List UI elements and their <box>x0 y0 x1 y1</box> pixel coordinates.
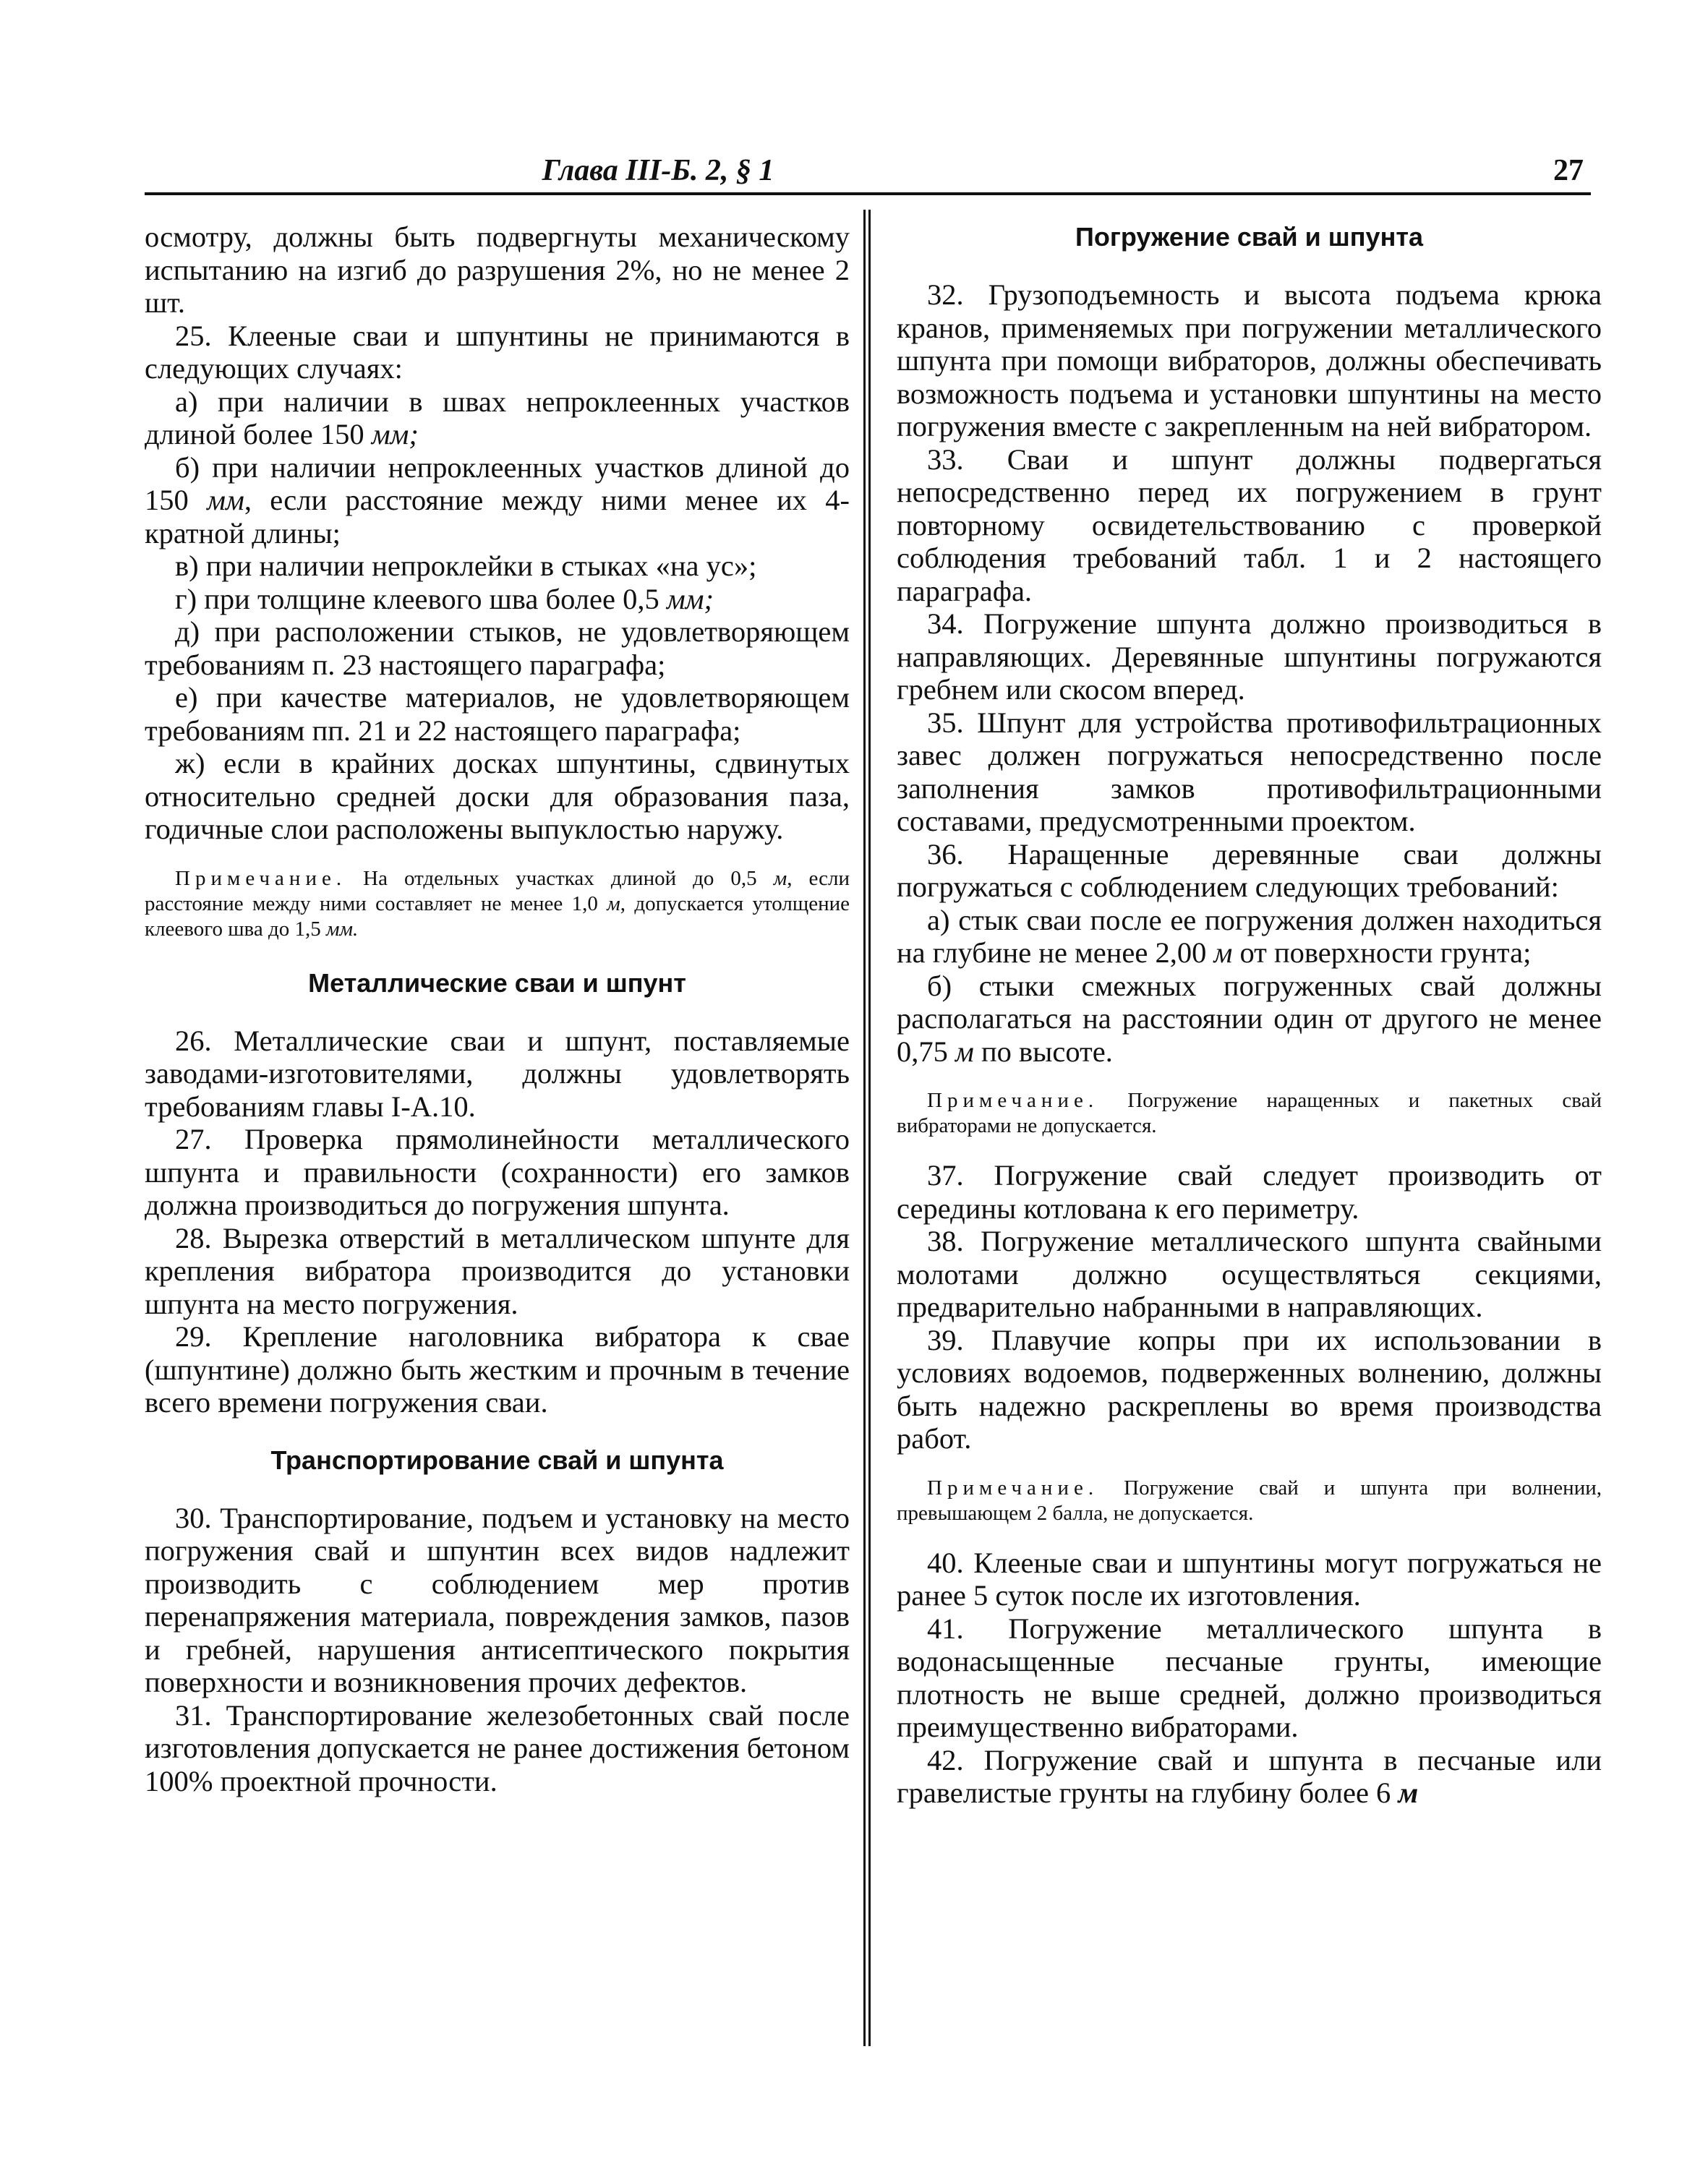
paragraph-continued: осмотру, должны быть подвергнуты механическому испытанию на изгиб до разрушения 2%, но не менее 2 шт. <box>145 221 850 319</box>
paragraph-25e: е) при качестве материалов, не удовлетворяющем требованиям пп. 21 и 22 настоящего параграфа; <box>145 681 850 747</box>
paragraph-42 <box>897 1744 1602 1810</box>
paragraph-25a-text: а) при наличии в швах непроклеенных участков длиной более 150 <box>145 385 850 450</box>
unit-m: м <box>1213 936 1233 969</box>
paragraph-29: 29. Крепление наголовника вибратора к свае (шпунтине) должно быть жестким и прочным в течение всего времени погружения сваи. <box>145 1320 850 1419</box>
section-heading-metal: Металлические сваи и шпунт <box>308 967 686 998</box>
paragraph-41: 41. Погружение металлического шпунта в водонасыщенные песчаные грунты, имеющие плотность не выше средней, должно производиться преимущественно вибраторами. <box>897 1612 1602 1743</box>
running-header <box>145 150 1584 191</box>
paragraph-31: 31. Транспортирование железобетонных свай после изготовления допускается не ранее достижения бетоном 100% проектной прочности. <box>145 1698 850 1797</box>
paragraph-36: 36. Наращенные деревянные сваи должны погружаться с соблюдением следующих требований: <box>897 837 1602 903</box>
page-number: 27 <box>1553 154 1584 187</box>
unit-mm: мм <box>371 418 409 450</box>
right-column <box>897 221 1602 1810</box>
note-3 <box>897 1476 1602 1526</box>
section-heading-transport: Транспортирование свай и шпунта <box>270 1445 724 1475</box>
paragraph-40: 40. Клееные сваи и шпунтины могут погружаться не ранее 5 суток после их изготовления. <box>897 1546 1602 1612</box>
paragraph-25d: д) при расположении стыков, не удовлетворяющем требованиям п. 23 настоящего параграфа; <box>145 615 850 681</box>
unit-m: м <box>607 891 620 915</box>
paragraph-36b-text: б) стыки смежных погруженных свай должны располагаться на расстоянии один от другого не менее 0,75 <box>897 969 1602 1068</box>
paragraph-25b <box>145 451 850 550</box>
paragraph-33: 33. Сваи и шпунт должны подвергаться непосредственно перед их погружением в грунт повторному освидетельствованию с проверкой соблюдения требований табл. 1 и 2 настоящего параграфа. <box>897 442 1602 607</box>
paragraph-38: 38. Погружение металлического шпунта свайными молотами должно осуществляться секциями, предварительно набранными в направляющих. <box>897 1225 1602 1323</box>
paragraph-37: 37. Погружение свай следует производить от середины котлована к его периметру. <box>897 1159 1602 1225</box>
paragraph-25a: а) при наличии в швах непроклеенных участков длиной более 150 мм; <box>145 385 850 450</box>
unit-mm: мм <box>207 484 244 516</box>
note-1: Примечание. На отдельных участках длиной до 0,5 м, если расстояние между ними составляет не менее 1,0 м, допускается утолщение клеевого шва до 1,5 мм. <box>145 866 850 941</box>
note-label: Примечание. <box>927 1089 1099 1112</box>
paragraph-28: 28. Вырезка отверстий в металлическом шпунте для крепления вибратора производится до установки шпунта на место погружения. <box>145 1221 850 1320</box>
paragraph-25: 25. Клееные сваи и шпунтины не принимаются в следующих случаях: <box>145 319 850 385</box>
paragraph-26: 26. Металлические сваи и шпунт, поставляемые заводами-изготовителями, должны удовлетворять требованиям главы I-А.10. <box>145 1024 850 1123</box>
paragraph-36a-text-end: от поверхности грунта; <box>1232 936 1532 969</box>
left-column <box>145 221 850 1797</box>
column-divider <box>863 210 871 2046</box>
note-2 <box>897 1088 1602 1139</box>
unit-mm: мм <box>666 582 704 615</box>
unit-m: м <box>955 1035 974 1068</box>
paragraph-39: 39. Плавучие копры при их использовании в условиях водоемов, подверженных волнению, должны быть надежно раскреплены во время производства работ. <box>897 1323 1602 1455</box>
paragraph-25v: в) при наличии непроклейки в стыках «на ус»; <box>175 549 757 582</box>
note-label: Примечание. <box>927 1476 1099 1500</box>
note-1-text-a: На отдельных участках длиной до 0,5 <box>346 866 774 890</box>
paragraph-25b-text-end: , если расстояние между ними менее их 4-кратной длины; <box>145 484 850 549</box>
note-1-text-c: , допускается утолщение клеевого шва до 1,5 <box>145 891 850 941</box>
section-heading-pogruzhenie: Погружение свай и шпунта <box>1075 222 1423 252</box>
unit-mm: мм <box>326 917 354 941</box>
note-label: Примечание. <box>175 866 347 890</box>
paragraph-36a-text: а) стык сваи после ее погружения должен находиться на глубине не менее 2,00 <box>897 903 1602 969</box>
paragraph-32: 32. Грузоподъемность и высота подъема крюка кранов, применяемых при погружении металлического шпунта при помощи вибраторов, должны обеспечивать возможность подъема и установки шпунтины на место погружения вместе с закрепленным на ней вибратором. <box>897 278 1602 442</box>
paragraph-25b-text: б) при наличии непроклеенных участков длиной до 150 <box>145 450 850 516</box>
paragraph-36a <box>897 904 1602 970</box>
paragraph-27: 27. Проверка прямолинейности металлического шпунта и правильности (сохранности) его замков должна производиться до погружения шпунта. <box>145 1123 850 1221</box>
chapter-title: Глава III-Б. 2, § 1 <box>542 154 774 187</box>
paragraph-30: 30. Транспортирование, подъем и установку на место погружения свай и шпунтин всех видов надлежит производить с соблюдением мер против перенапряжения материала, повреждения замков, пазов и гребней, нарушения антисептического покрытия поверхности и возникновения прочих дефектов. <box>145 1501 850 1698</box>
unit-m: м <box>1398 1776 1419 1809</box>
paragraph-25g: г) при толщине клеевого шва более 0,5 мм; <box>175 582 714 615</box>
paragraph-35: 35. Шпунт для устройства противофильтрационных завес должен погружаться непосредственно после заполнения замков противофильтрационными составами, предусмотренными проектом. <box>897 706 1602 837</box>
paragraph-25g-text: г) при толщине клеевого шва более 0,5 <box>175 582 667 615</box>
paragraph-42-text: 42. Погружение свай и шпунта в песчаные или гравелистые грунты на глубину более 6 <box>897 1743 1602 1809</box>
header-rule <box>145 192 1591 195</box>
note-1-text-b: , если расстояние между ними составляет не менее 1,0 <box>145 866 850 915</box>
paragraph-25zh: ж) если в крайних досках шпунтины, сдвинутых относительно средней доски для образования паза, годичные слои расположены выпуклостью наружу. <box>145 747 850 845</box>
note-2-text: Погружение наращенных и пакетных свай вибраторами не допускается. <box>897 1089 1602 1137</box>
paragraph-34: 34. Погружение шпунта должно производиться в направляющих. Деревянные шпунтины погружаются гребнем или скосом вперед. <box>897 607 1602 706</box>
paragraph-36b <box>897 970 1602 1069</box>
paragraph-36b-text-end: по высоте. <box>973 1035 1113 1068</box>
note-3-text: Погружение свай и шпунта при волнении, превышающем 2 балла, не допускается. <box>897 1476 1602 1525</box>
unit-m: м <box>773 866 787 890</box>
